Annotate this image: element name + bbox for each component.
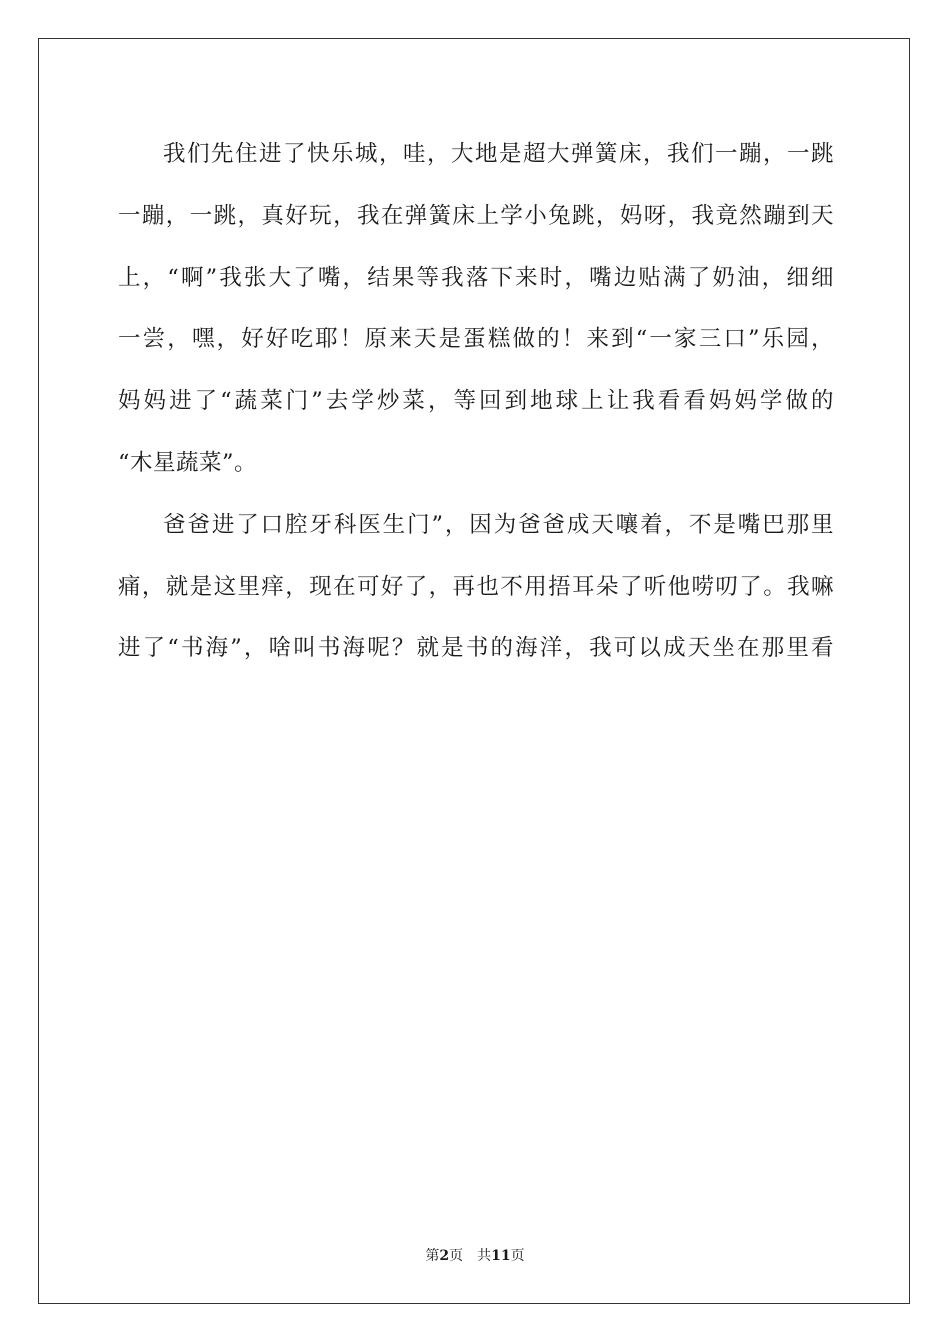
- total-pages: 11: [491, 1248, 511, 1264]
- paragraph-line: 我们先住进了快乐城，哇，大地是超大弹簧床，我们一蹦，一跳: [163, 141, 834, 167]
- page-footer: [0, 1246, 950, 1266]
- page-suffix: 页: [449, 1248, 464, 1264]
- paragraph-line: 爸爸进了口腔牙科医生门”，因为爸爸成天嚷着，不是嘴巴那里: [163, 511, 834, 538]
- paragraph-line: 上，“啊”我张大了嘴，结果等我落下来时，嘴边贴满了奶油，细细: [118, 264, 834, 291]
- page-prefix: 第: [425, 1248, 440, 1264]
- total-prefix: 共: [477, 1248, 492, 1264]
- paragraph-line: 进了“书海”，啥叫书海呢？就是书的海洋，我可以成天坐在那里看: [118, 635, 834, 662]
- paragraph-line: “木星蔬菜”。: [118, 449, 258, 476]
- paragraph-line: 一尝，嘿，好好吃耶！原来天是蛋糕做的！来到“一家三口”乐园，: [118, 326, 834, 353]
- document-body: [118, 124, 834, 680]
- page-number: 2: [439, 1248, 450, 1264]
- paragraph-line: 妈妈进了“蔬菜门”去学炒菜，等回到地球上让我看看妈妈学做的: [118, 388, 834, 415]
- paragraph-line: 痛，就是这里痒，现在可好了，再也不用捂耳朵了听他唠叨了。我嘛: [118, 573, 834, 600]
- paragraph-line: 一蹦，一跳，真好玩，我在弹簧床上学小兔跳，妈呀，我竟然蹦到天: [118, 202, 834, 229]
- total-suffix: 页: [510, 1248, 525, 1264]
